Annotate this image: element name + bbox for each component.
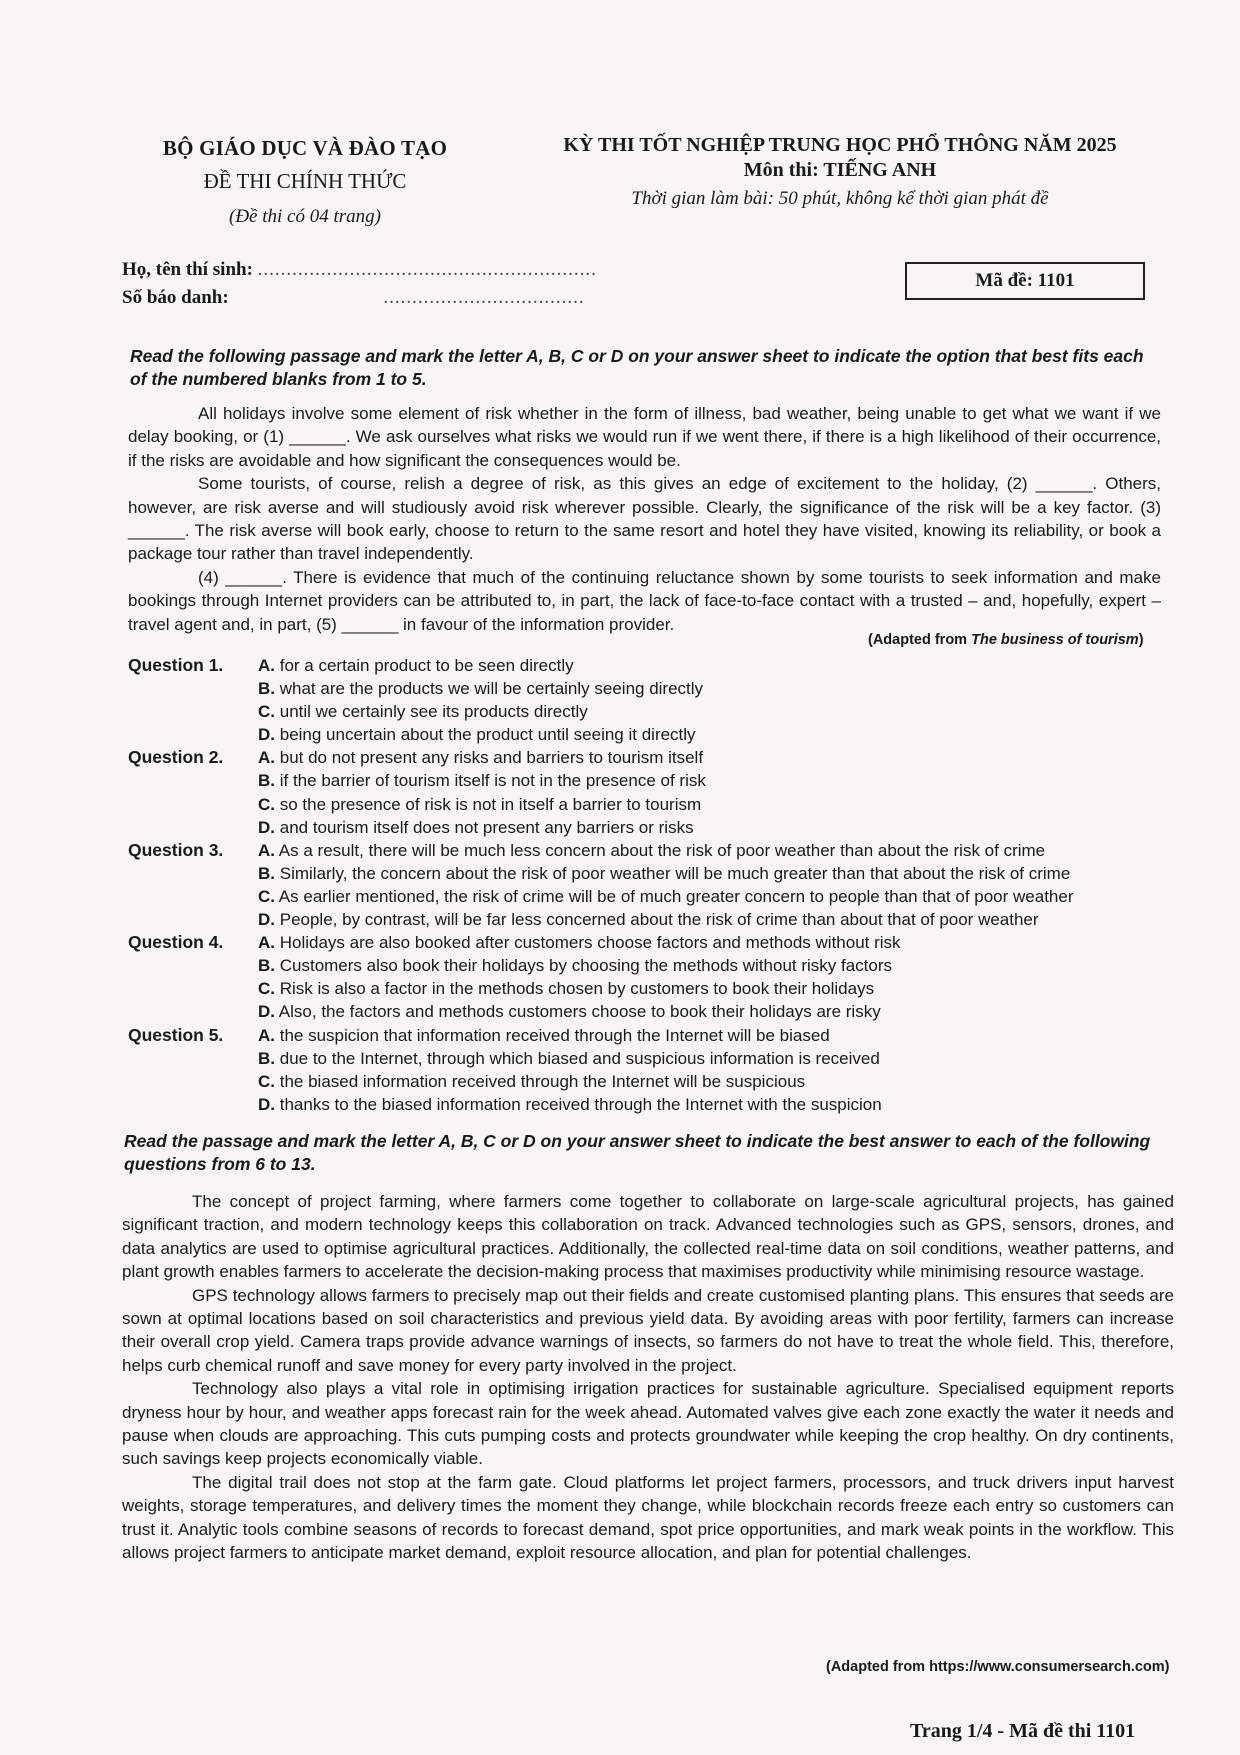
option-d: D. Also, the factors and methods customers choose to book their holidays are risky	[258, 1002, 881, 1022]
question-label: Question 5.	[128, 1024, 224, 1045]
question-label: Question 3.	[128, 839, 224, 860]
section2-instruction: Read the passage and mark the letter A, B, C or D on your answer sheet to indicate the best answer to each of the following questions from 6 to 13.	[124, 1131, 1151, 1174]
source-title: The business of tourism	[971, 632, 1139, 648]
candidate-id-line	[122, 287, 585, 309]
option-c: C. the biased information received through the Internet will be suspicious	[258, 1071, 806, 1091]
exam-title: KỲ THI TỐT NGHIỆP TRUNG HỌC PHỔ THÔNG NĂM 2025	[563, 134, 1117, 156]
ministry-name: BỘ GIÁO DỤC VÀ ĐÀO TẠO	[162, 136, 448, 160]
option-c: C. so the presence of risk is not in itself a barrier to tourism	[258, 794, 702, 814]
option-d: D. People, by contrast, will be far less concerned about the risk of crime than about that of poor weather	[258, 910, 1039, 930]
option-d: D. being uncertain about the product until seeing it directly	[258, 725, 696, 745]
official-label: ĐỀ THI CHÍNH THỨC	[203, 169, 407, 193]
section1-source: (Adapted from The business of tourism)	[868, 632, 1144, 648]
option-b: B. Customers also book their holidays by choosing the methods without risky factors	[258, 956, 893, 976]
page-footer: Trang 1/4 - Mã đề thi 1101	[910, 1720, 1136, 1742]
option-c: C. As earlier mentioned, the risk of crime will be of much greater concern to people than that of poor weather	[258, 886, 1074, 906]
question-5	[128, 1024, 1168, 1116]
section2-source: (Adapted from https://www.consumersearch.com)	[826, 1659, 1170, 1675]
section2-paragraph: GPS technology allows farmers to precisely map out their fields and create customised planting plans. This ensures that seeds are sown at optimal locations based on soil characteristics and previous yield data. By avoiding areas with poor fertility, farmers can increase their overall crop yield. Camera traps provide advance warnings of insects, so farmers do not have to treat the whole field. This, therefore, helps curb chemical runoff and save money for every party involved in the project.	[122, 1285, 1174, 1375]
option-c: C. Risk is also a factor in the methods chosen by customers to book their holidays	[258, 979, 875, 999]
option-a: A. for a certain product to be seen directly	[258, 656, 574, 675]
header-right	[530, 134, 1150, 210]
question-1	[128, 654, 1168, 746]
option-b: B. Similarly, the concern about the risk of poor weather will be much greater than that about the risk of crime	[258, 863, 1071, 883]
option-d: D. thanks to the biased information received through the Internet with the suspicion	[258, 1094, 882, 1114]
questions-list	[128, 654, 1168, 1116]
exam-code-box: Mã đề: 1101	[905, 262, 1145, 300]
candidate-name-field: ...........................................................	[257, 259, 597, 280]
option-b: B. if the barrier of tourism itself is not in the presence of risk	[258, 771, 706, 791]
section2-paragraph: The concept of project farming, where farmers come together to collaborate on large-scale agricultural projects, has gained significant traction, and modern technology keeps this collaboration on track. Advanced technologies such as GPS, sensors, drones, and data analytics are used to optimise agricultural practices. Additionally, the collected real-time data on soil conditions, weather patterns, and plant growth enables farmers to accelerate the decision-making process that maximises productivity while minimising resource wastage.	[122, 1192, 1174, 1282]
option-a: A. the suspicion that information received through the Internet will be biased	[258, 1025, 830, 1045]
option-d: D. and tourism itself does not present any barriers or risks	[258, 817, 694, 837]
candidate-name-line	[122, 259, 597, 281]
section2-paragraph: Technology also plays a vital role in optimising irrigation practices for sustainable agriculture. Specialised equipment reports dryness hour by hour, and weather apps forecast rain for the week ahead. Automated valves give each zone exactly the water it needs and pause when clouds are approaching. This cuts pumping costs and protects groundwater while keeping the crop healthy. On dry continents, such savings keep projects economically viable.	[122, 1379, 1174, 1469]
question-4	[128, 931, 1168, 1023]
section1-paragraph: All holidays involve some element of risk whether in the form of illness, bad weather, being unable to get what we want if we delay booking, or (1) ______. We ask ourselves what risks we would run if we went there, if there is a high likelihood of their occurrence, if the risks are avoidable and how significant the consequences would be.	[128, 404, 1161, 470]
option-a: A. Holidays are also booked after customers choose factors and methods without risk	[258, 933, 901, 953]
page-count-note: (Đề thi có 04 trang)	[229, 206, 381, 227]
section2-paragraph: The digital trail does not stop at the farm gate. Cloud platforms let project farmers, processors, and truck drivers input harvest weights, storage temperatures, and delivery times the moment they change, while blockchain records freeze each entry so customers can trust it. Analytic tools combine seasons of records to forecast demand, spot price opportunities, and mark weak points in the workflow. This allows project farmers to anticipate market demand, exploit resource allocation, and plan for potential challenges.	[122, 1472, 1174, 1563]
candidate-name-label: Họ, tên thí sinh:	[122, 259, 253, 280]
section2-passage	[122, 1190, 1174, 1565]
exam-time: Thời gian làm bài: 50 phút, không kể thời gian phát đề	[631, 188, 1049, 209]
candidate-id-field: ...................................	[383, 287, 585, 308]
question-label: Question 4.	[128, 932, 224, 953]
candidate-id-label: Số báo danh:	[122, 287, 229, 308]
exam-subject: Môn thi: TIẾNG ANH	[743, 159, 937, 181]
question-3	[128, 839, 1168, 931]
question-2	[128, 746, 1168, 838]
question-label: Question 2.	[128, 747, 224, 768]
option-b: B. what are the products we will be certainly seeing directly	[258, 679, 704, 699]
option-a: A. As a result, there will be much less concern about the risk of poor weather than about the risk of crime	[258, 840, 1046, 860]
option-a: A. but do not present any risks and barriers to tourism itself	[258, 748, 704, 768]
section1-passage	[128, 402, 1161, 636]
header-left	[140, 136, 470, 228]
section1-instruction: Read the following passage and mark the letter A, B, C or D on your answer sheet to indicate the option that best fits each of the numbered blanks from 1 to 5.	[130, 346, 1144, 389]
option-c: C. until we certainly see its products directly	[258, 702, 588, 722]
option-b: B. due to the Internet, through which biased and suspicious information is received	[258, 1048, 880, 1068]
section1-paragraph: (4) ______. There is evidence that much of the continuing reluctance shown by some tourists to seek information and make bookings through Internet providers can be attributed to, in part, the lack of face-to-face contact with a trusted – and, hopefully, expert – travel agent and, in part, (5) ______ in favour of the information provider.	[128, 567, 1161, 634]
section1-paragraph: Some tourists, of course, relish a degree of risk, as this gives an edge of excitement to the holiday, (2) ______. Others, however, are risk averse and will studiously avoid risk wherever possible. Clearly, the significance of the risk will be a key factor. (3) ______. The risk averse will book early, choose to return to the same resort and hotel they have visited, knowing its reliability, or book a package tour rather than travel independently.	[128, 474, 1161, 564]
question-label: Question 1.	[128, 655, 224, 675]
